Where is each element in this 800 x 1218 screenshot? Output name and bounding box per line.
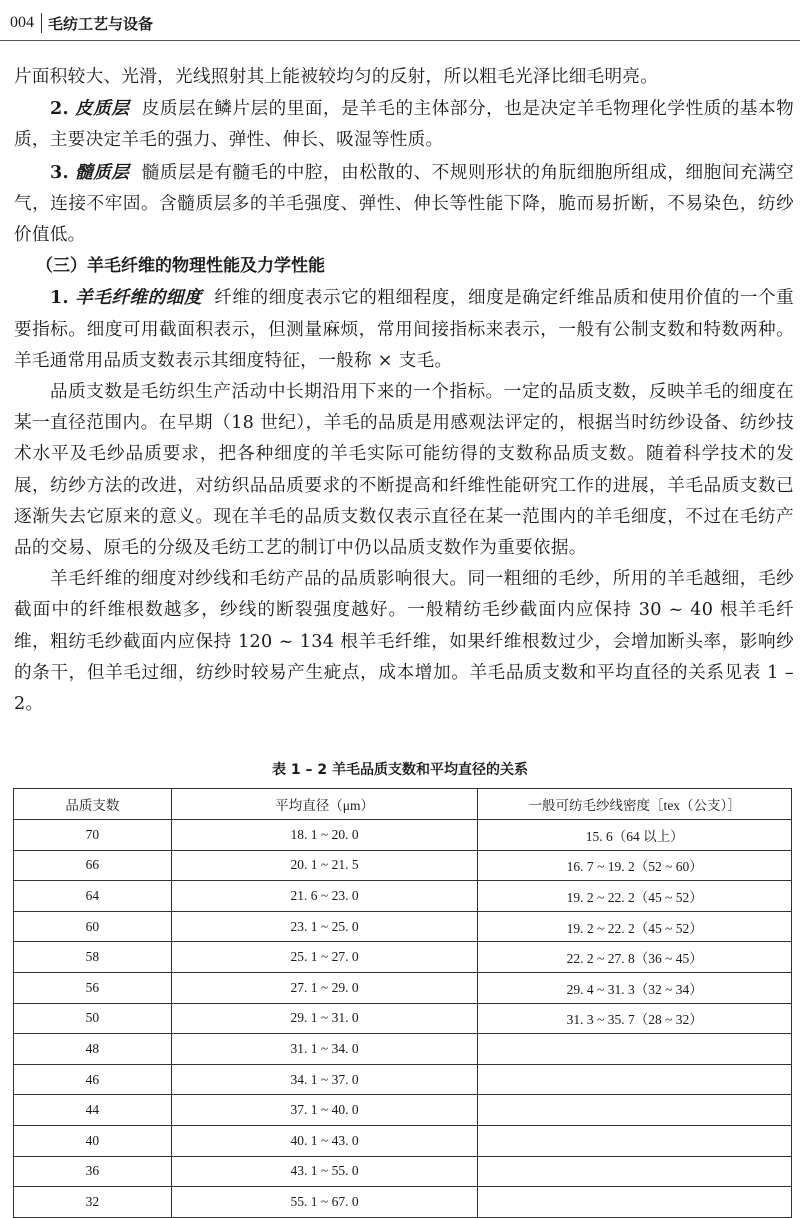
- cell-mean-diameter: 31. 1 ~ 34. 0: [171, 1034, 478, 1065]
- table-row: [14, 850, 792, 881]
- cell-mean-diameter: 34. 1 ~ 37. 0: [171, 1064, 478, 1095]
- table-row: [14, 881, 792, 912]
- cell-yarn-density: 29. 4 ~ 31. 3（32 ~ 34）: [478, 972, 792, 1003]
- table-row: [14, 1187, 792, 1218]
- cell-yarn-density: [478, 1187, 792, 1218]
- page-number: 004: [10, 14, 34, 31]
- cell-quality-count: 40: [14, 1125, 172, 1156]
- cell-mean-diameter: 43. 1 ~ 55. 0: [171, 1156, 478, 1187]
- cell-quality-count: 44: [14, 1095, 172, 1126]
- cell-quality-count: 60: [14, 911, 172, 942]
- paragraph-text: 纤维的细度表示它的粗细程度，细度是确定纤维品质和使用价值的一个重要指标。细度可用截面积表示，但测量麻烦，常用间接指标来表示，一般有公制支数和特数两种。羊毛通常用品质支数表示其细度特征，一般称 × 支毛。: [14, 288, 794, 371]
- cell-quality-count: 32: [14, 1187, 172, 1218]
- cell-quality-count: 70: [14, 820, 172, 851]
- term-fineness: 羊毛纤维的细度: [75, 287, 202, 309]
- cell-yarn-density: 15. 6（64 以上）: [478, 820, 792, 851]
- body-text: [14, 62, 794, 720]
- cell-quality-count: 48: [14, 1034, 172, 1065]
- table-row: [14, 972, 792, 1003]
- cell-yarn-density: 22. 2 ~ 27. 8（36 ~ 45）: [478, 942, 792, 973]
- table-row: [14, 1095, 792, 1126]
- cell-yarn-density: 16. 7 ~ 19. 2（52 ~ 60）: [478, 850, 792, 881]
- cell-quality-count: 58: [14, 942, 172, 973]
- paragraph-fineness: [14, 282, 794, 377]
- cell-mean-diameter: 25. 1 ~ 27. 0: [171, 942, 478, 973]
- section-heading: （三）羊毛纤维的物理性能及力学性能: [36, 256, 325, 277]
- cell-mean-diameter: 55. 1 ~ 67. 0: [171, 1187, 478, 1218]
- table-row: [14, 911, 792, 942]
- cell-yarn-density: 19. 2 ~ 22. 2（45 ~ 52）: [478, 911, 792, 942]
- paragraph-medulla: [14, 157, 794, 252]
- paragraph-continuation: 片面积较大、光滑，光线照射其上能被较均匀的反射，所以粗毛光泽比细毛明亮。: [14, 67, 659, 87]
- table-row: [14, 820, 792, 851]
- cell-quality-count: 36: [14, 1156, 172, 1187]
- cell-mean-diameter: 20. 1 ~ 21. 5: [171, 850, 478, 881]
- cell-yarn-density: [478, 1125, 792, 1156]
- term-cortex: 皮质层: [75, 98, 130, 120]
- paragraph-cortex: [14, 93, 794, 156]
- cell-mean-diameter: 40. 1 ~ 43. 0: [171, 1125, 478, 1156]
- cell-yarn-density: [478, 1095, 792, 1126]
- table-row: [14, 1125, 792, 1156]
- cell-mean-diameter: 21. 6 ~ 23. 0: [171, 881, 478, 912]
- table-caption: 表 1 – 2 羊毛品质支数和平均直径的关系: [272, 762, 528, 778]
- table-row: [14, 1156, 792, 1187]
- cell-yarn-density: [478, 1064, 792, 1095]
- item-number: 1.: [50, 287, 69, 309]
- cell-yarn-density: 31. 3 ~ 35. 7（28 ~ 32）: [478, 1003, 792, 1034]
- table-row: [14, 1064, 792, 1095]
- paragraph-text: 髓质层是有髓毛的中腔，由松散的、不规则形状的角朊细胞所组成，细胞间充满空气，连接不牢固。含髓质层多的羊毛强度、弹性、伸长等性能下降，脆而易折断，不易染色，纺纱价值低。: [14, 162, 794, 246]
- cell-mean-diameter: 29. 1 ~ 31. 0: [171, 1003, 478, 1034]
- cell-quality-count: 46: [14, 1064, 172, 1095]
- table-body: [14, 820, 792, 1218]
- table-row: [14, 1034, 792, 1065]
- term-medulla: 髓质层: [75, 161, 130, 183]
- paragraph-quality-count: 品质支数是毛纺织生产活动中长期沿用下来的一个指标。一定的品质支数，反映羊毛的细度在某一直径范围内。在早期（18 世纪），羊毛的品质是用感观法评定的，根据当时纺纱设备、纺纱技术水平及毛纱品质要求，把各种细度的羊毛实际可能纺得的支数称品质支数。随着科学技术的发展，纺纱方法的改进，对纺织品品质要求的不断提高和纤维性能研究工作的进展，羊毛品质支数已逐渐失去它原来的意义。现在羊毛的品质支数仅表示直径在某一范围内的羊毛细度，不过在毛纺产品的交易、原毛的分级及毛纺工艺的制订中仍以品质支数作为重要依据。: [14, 382, 794, 559]
- header-divider: [41, 13, 42, 33]
- book-title: 毛纺工艺与设备: [48, 14, 154, 33]
- cell-quality-count: 50: [14, 1003, 172, 1034]
- table-row: [14, 942, 792, 973]
- cell-yarn-density: [478, 1156, 792, 1187]
- column-header-yarn-density: 一般可纺毛纱线密度［tex（公支）］: [478, 789, 792, 820]
- cell-yarn-density: 19. 2 ~ 22. 2（45 ~ 52）: [478, 881, 792, 912]
- cell-quality-count: 66: [14, 850, 172, 881]
- paragraph-text: 皮质层在鳞片层的里面，是羊毛的主体部分，也是决定羊毛物理化学性质的基本物质，主要决定羊毛的强力、弹性、伸长、吸湿等性质。: [14, 99, 794, 151]
- cell-mean-diameter: 37. 1 ~ 40. 0: [171, 1095, 478, 1126]
- cell-quality-count: 56: [14, 972, 172, 1003]
- cell-yarn-density: [478, 1034, 792, 1065]
- column-header-mean-diameter: 平均直径（μm）: [171, 789, 478, 820]
- wool-quality-table: [13, 788, 792, 1218]
- cell-mean-diameter: 27. 1 ~ 29. 0: [171, 972, 478, 1003]
- column-header-quality-count: 品质支数: [14, 789, 172, 820]
- table-row: [14, 1003, 792, 1034]
- cell-quality-count: 64: [14, 881, 172, 912]
- cell-mean-diameter: 23. 1 ~ 25. 0: [171, 911, 478, 942]
- running-header: [10, 10, 153, 36]
- item-number: 3.: [50, 161, 69, 183]
- item-number: 2.: [50, 98, 69, 120]
- paragraph-fineness-effect: 羊毛纤维的细度对纱线和毛纺产品的品质影响很大。同一粗细的毛纱，所用的羊毛越细，毛纱截面中的纤维根数越多，纱线的断裂强度越好。一般精纺毛纱截面内应保持 30 ~ 40 根羊毛纤维，粗纺毛纱截面内应保持 120 ~ 134 根羊毛纤维，如果纤维根数过少，会增加断头率，影响纱的条干，但羊毛过细，纺纱时较易产生疵点，成本增加。羊毛品质支数和平均直径的关系见表 1 – 2。: [14, 569, 794, 715]
- header-rule: [0, 40, 800, 41]
- cell-mean-diameter: 18. 1 ~ 20. 0: [171, 820, 478, 851]
- table-header-row: [14, 789, 792, 820]
